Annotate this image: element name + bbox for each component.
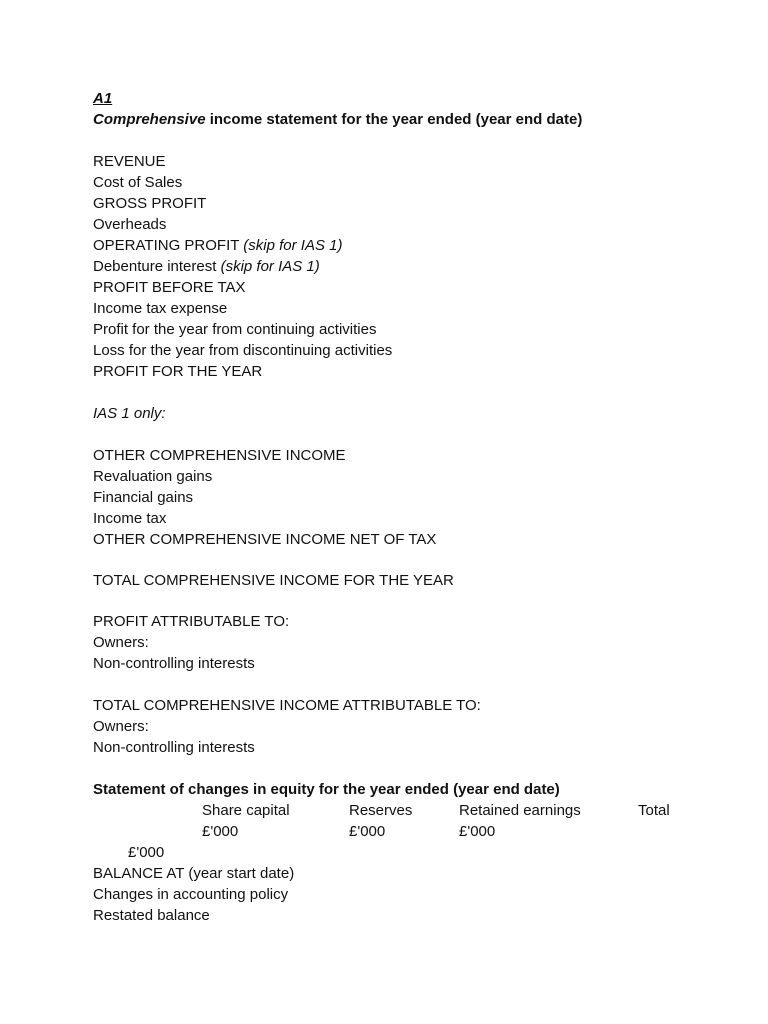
line-tci-attributable: TOTAL COMPREHENSIVE INCOME ATTRIBUTABLE TO: [93, 697, 481, 714]
line-overheads: Overheads [93, 216, 167, 233]
line-income-tax: Income tax [93, 510, 167, 527]
line-profit-nci: Non-controlling interests [93, 655, 255, 672]
line-profit-attributable: PROFIT ATTRIBUTABLE TO: [93, 613, 290, 630]
col-unit-share-capital: £'000 [202, 823, 239, 840]
line-oci-net-of-tax: OTHER COMPREHENSIVE INCOME NET OF TAX [93, 531, 437, 548]
line-oci: OTHER COMPREHENSIVE INCOME [93, 447, 346, 464]
col-header-reserves: Reserves [349, 802, 413, 819]
line-profit-owners: Owners: [93, 634, 149, 651]
line-tci-nci: Non-controlling interests [93, 739, 255, 756]
section-ref: A1 [93, 90, 113, 107]
line-profit-for-year: PROFIT FOR THE YEAR [93, 363, 263, 380]
line-gross-profit: GROSS PROFIT [93, 195, 207, 212]
col-unit-reserves: £'000 [349, 823, 386, 840]
title-rest: income statement for the year ended (year end date) [205, 111, 583, 128]
line-operating-profit [93, 236, 343, 256]
debenture-interest-label: Debenture interest [93, 258, 221, 275]
line-financial-gains: Financial gains [93, 489, 194, 506]
col-header-share-capital: Share capital [202, 802, 290, 819]
line-loss-discontinuing: Loss for the year from discontinuing activities [93, 342, 393, 359]
line-revaluation-gains: Revaluation gains [93, 468, 213, 485]
title-italic-word: Comprehensive [93, 111, 206, 128]
line-profit-before-tax: PROFIT BEFORE TAX [93, 279, 246, 296]
col-unit-total: £'000 [128, 844, 165, 861]
line-revenue: REVENUE [93, 153, 166, 170]
equity-row-accounting-policy: Changes in accounting policy [93, 886, 289, 903]
debenture-interest-note: (skip for IAS 1) [220, 258, 320, 275]
equity-statement-title: Statement of changes in equity for the year ended (year end date) [93, 781, 560, 798]
line-income-tax-expense: Income tax expense [93, 300, 228, 317]
line-total-comprehensive-income: TOTAL COMPREHENSIVE INCOME FOR THE YEAR [93, 572, 454, 589]
line-tci-owners: Owners: [93, 718, 149, 735]
col-header-total: Total [638, 802, 670, 819]
col-unit-retained-earnings: £'000 [459, 823, 496, 840]
equity-row-balance-start: BALANCE AT (year start date) [93, 865, 295, 882]
col-header-retained-earnings: Retained earnings [459, 802, 581, 819]
line-profit-continuing: Profit for the year from continuing activities [93, 321, 377, 338]
operating-profit-label: OPERATING PROFIT [93, 237, 244, 254]
line-cost-of-sales: Cost of Sales [93, 174, 183, 191]
equity-row-restated-balance: Restated balance [93, 907, 210, 924]
line-debenture-interest [93, 257, 320, 277]
operating-profit-note: (skip for IAS 1) [243, 237, 343, 254]
income-statement-title [93, 110, 582, 130]
ias1-only-note: IAS 1 only: [93, 405, 166, 422]
